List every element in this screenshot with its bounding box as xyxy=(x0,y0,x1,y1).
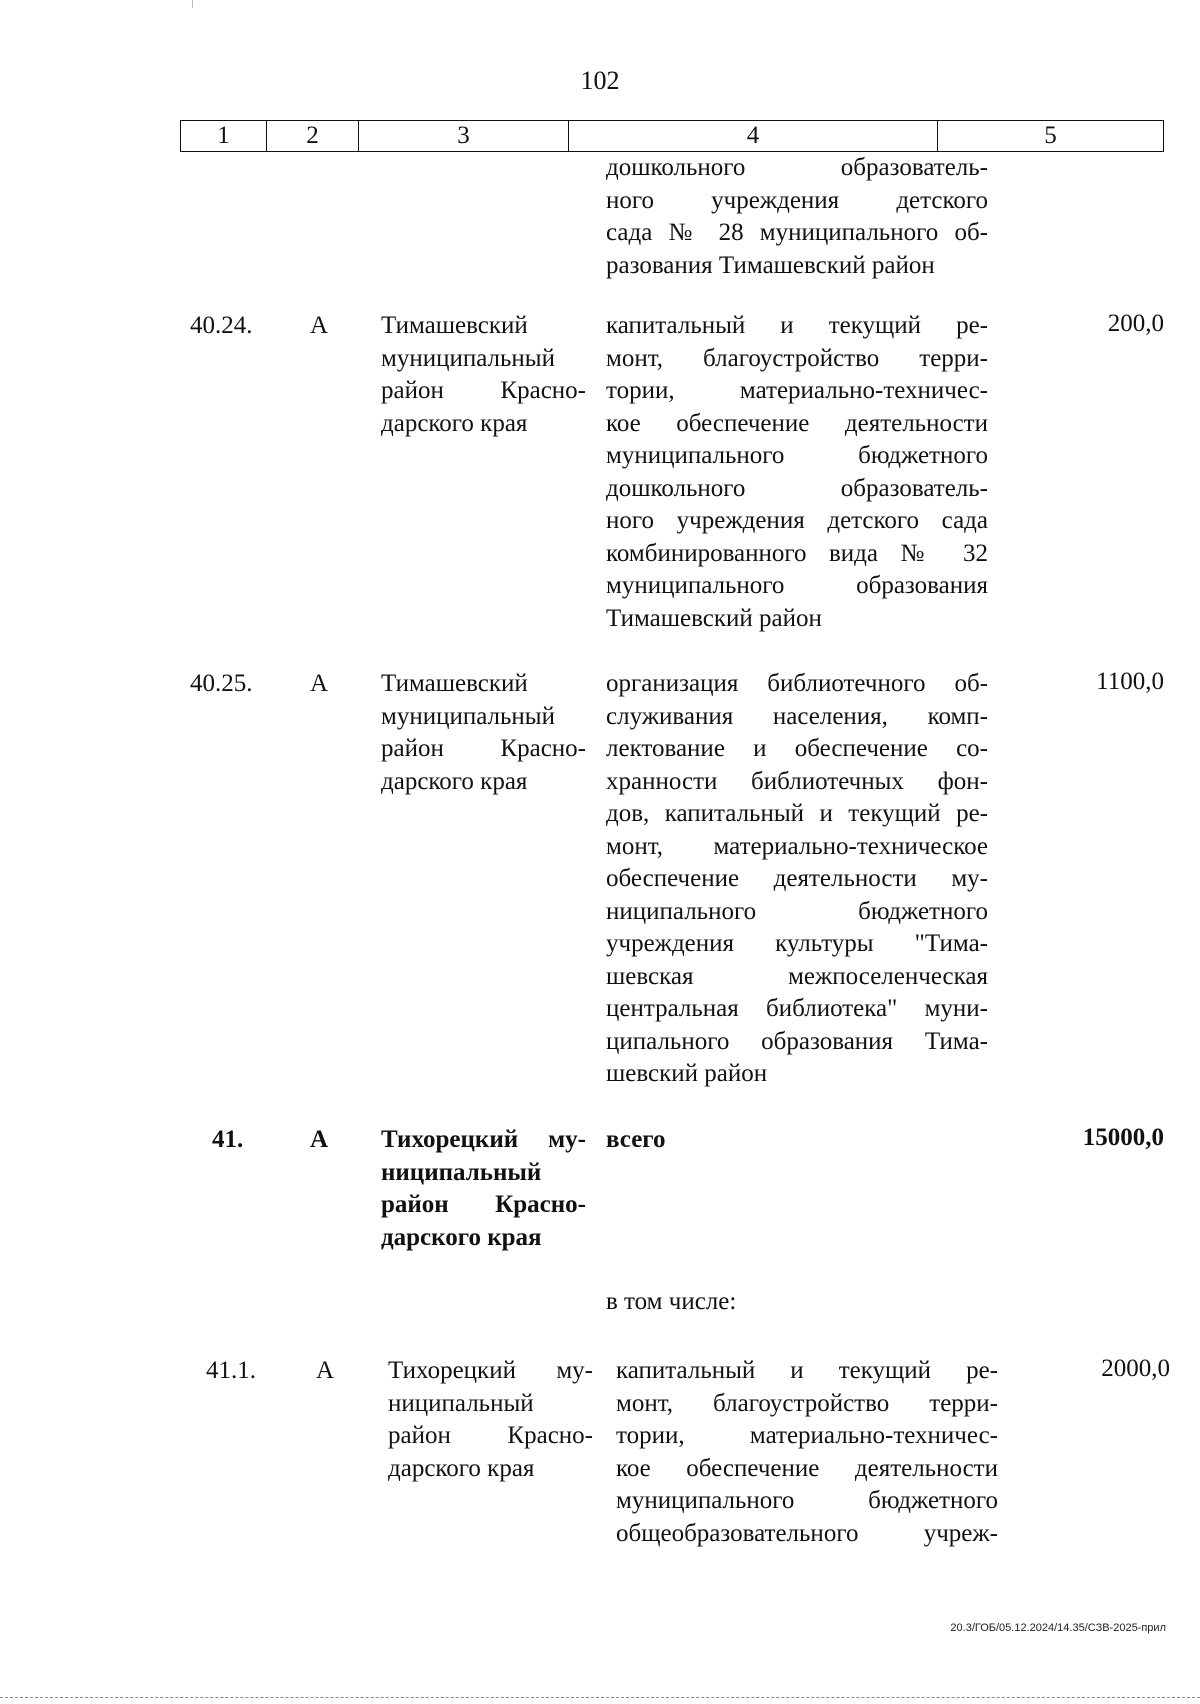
text-line: район Красно- xyxy=(381,735,586,762)
text-line: всего xyxy=(606,1126,666,1153)
text-line: хранности библиотечных фон- xyxy=(606,767,988,795)
scan-mark xyxy=(192,0,193,8)
text-line: тории, материально-техничес- xyxy=(606,377,988,404)
text-line: район Красно- xyxy=(381,377,586,404)
text-line: комбинированного вида № 32 xyxy=(606,539,988,567)
text-line: дошкольного образователь- xyxy=(606,474,988,502)
text-line: обеспечение деятельности му- xyxy=(606,865,988,892)
row-letter: А xyxy=(310,312,329,339)
column-header-4: 4 xyxy=(569,121,938,152)
including-label: в том числе: xyxy=(606,1288,737,1315)
text-line: шевская межпоселенческая xyxy=(606,962,988,990)
row-amount: 2000,0 xyxy=(1101,1355,1170,1382)
text-line: ного учреждения детского xyxy=(606,186,988,214)
row-letter: А xyxy=(310,1126,329,1153)
column-header-1: 1 xyxy=(181,121,267,152)
document-code: 20.3/ГОБ/05.12.2024/14.35/СЗВ-2025-прил xyxy=(950,1622,1166,1634)
row-organization xyxy=(381,668,586,798)
row-organization xyxy=(388,1355,593,1485)
text-line: дарского края xyxy=(381,1223,542,1251)
text-line: муниципального бюджетного xyxy=(606,442,988,469)
text-line: общеобразовательного учреж- xyxy=(616,1519,998,1547)
row-description xyxy=(616,1355,998,1550)
text-line: центральная библиотека" муни- xyxy=(606,995,988,1022)
text-line: дов, капитальный и текущий ре- xyxy=(606,800,988,827)
text-line: тории, материально-техничес- xyxy=(616,1422,998,1449)
text-line: Тихорецкий му- xyxy=(381,1126,586,1153)
row-number: 40.25. xyxy=(190,670,253,697)
text-line: кое обеспечение деятельности xyxy=(616,1454,998,1482)
column-header-3: 3 xyxy=(359,121,569,152)
text-line: муниципального бюджетного xyxy=(616,1487,998,1514)
text-line: сада № 28 муниципального об- xyxy=(606,219,988,246)
text-line: капитальный и текущий ре- xyxy=(606,312,988,339)
text-line: район Красно- xyxy=(381,1191,586,1218)
continuation-description xyxy=(606,152,988,282)
row-amount: 15000,0 xyxy=(1082,1124,1164,1151)
text-line: Тимашевский район xyxy=(606,604,822,632)
text-line: организация библиотечного об- xyxy=(606,670,988,697)
text-line: шевский район xyxy=(606,1060,768,1087)
text-line: дарского края xyxy=(381,767,528,795)
row-number: 41.1. xyxy=(206,1357,256,1384)
text-line: ниципального бюджетного xyxy=(606,897,988,925)
row-letter: А xyxy=(310,670,329,697)
text-line: Тимашевский xyxy=(381,312,528,339)
row-organization xyxy=(381,310,586,440)
row-amount: 200,0 xyxy=(1107,310,1164,337)
row-number: 40.24. xyxy=(190,312,253,339)
text-line: разования Тимашевский район xyxy=(606,251,935,279)
row-description xyxy=(606,310,988,635)
text-line: капитальный и текущий ре- xyxy=(616,1357,998,1384)
row-number: 41. xyxy=(212,1126,244,1153)
text-line: служивания населения, комп- xyxy=(606,702,988,730)
column-header-2: 2 xyxy=(267,121,359,152)
row-amount: 1100,0 xyxy=(1096,668,1164,695)
text-line: район Красно- xyxy=(388,1422,593,1449)
row-organization xyxy=(381,1124,586,1254)
text-line: муниципального образования xyxy=(606,572,988,599)
row-description xyxy=(606,668,988,1091)
row-letter: А xyxy=(316,1357,335,1384)
page-number: 102 xyxy=(580,66,620,95)
text-line: дарского края xyxy=(388,1454,535,1482)
text-line: ниципальный xyxy=(381,1158,542,1186)
row-description xyxy=(606,1124,988,1157)
text-line: ципального образования Тима- xyxy=(606,1027,988,1055)
column-header-table xyxy=(180,120,1164,152)
text-line: ниципальный xyxy=(388,1389,534,1417)
text-line: ного учреждения детского сада xyxy=(606,507,988,534)
text-line: дошкольного образователь- xyxy=(606,154,988,181)
text-line: муниципальный xyxy=(381,344,555,372)
page-bottom-rule xyxy=(0,1697,1200,1698)
text-line: учреждения культуры "Тима- xyxy=(606,930,988,957)
text-line: Тимашевский xyxy=(381,670,528,697)
column-header-5: 5 xyxy=(938,121,1164,152)
text-line: лектование и обеспечение со- xyxy=(606,735,988,762)
text-line: Тихорецкий му- xyxy=(388,1357,593,1384)
text-line: муниципальный xyxy=(381,702,555,730)
text-line: кое обеспечение деятельности xyxy=(606,409,988,437)
text-line: дарского края xyxy=(381,409,528,437)
text-line: монт, материально-техническое xyxy=(606,832,988,860)
text-line: монт, благоустройство терри- xyxy=(616,1389,998,1417)
text-line: монт, благоустройство терри- xyxy=(606,344,988,372)
